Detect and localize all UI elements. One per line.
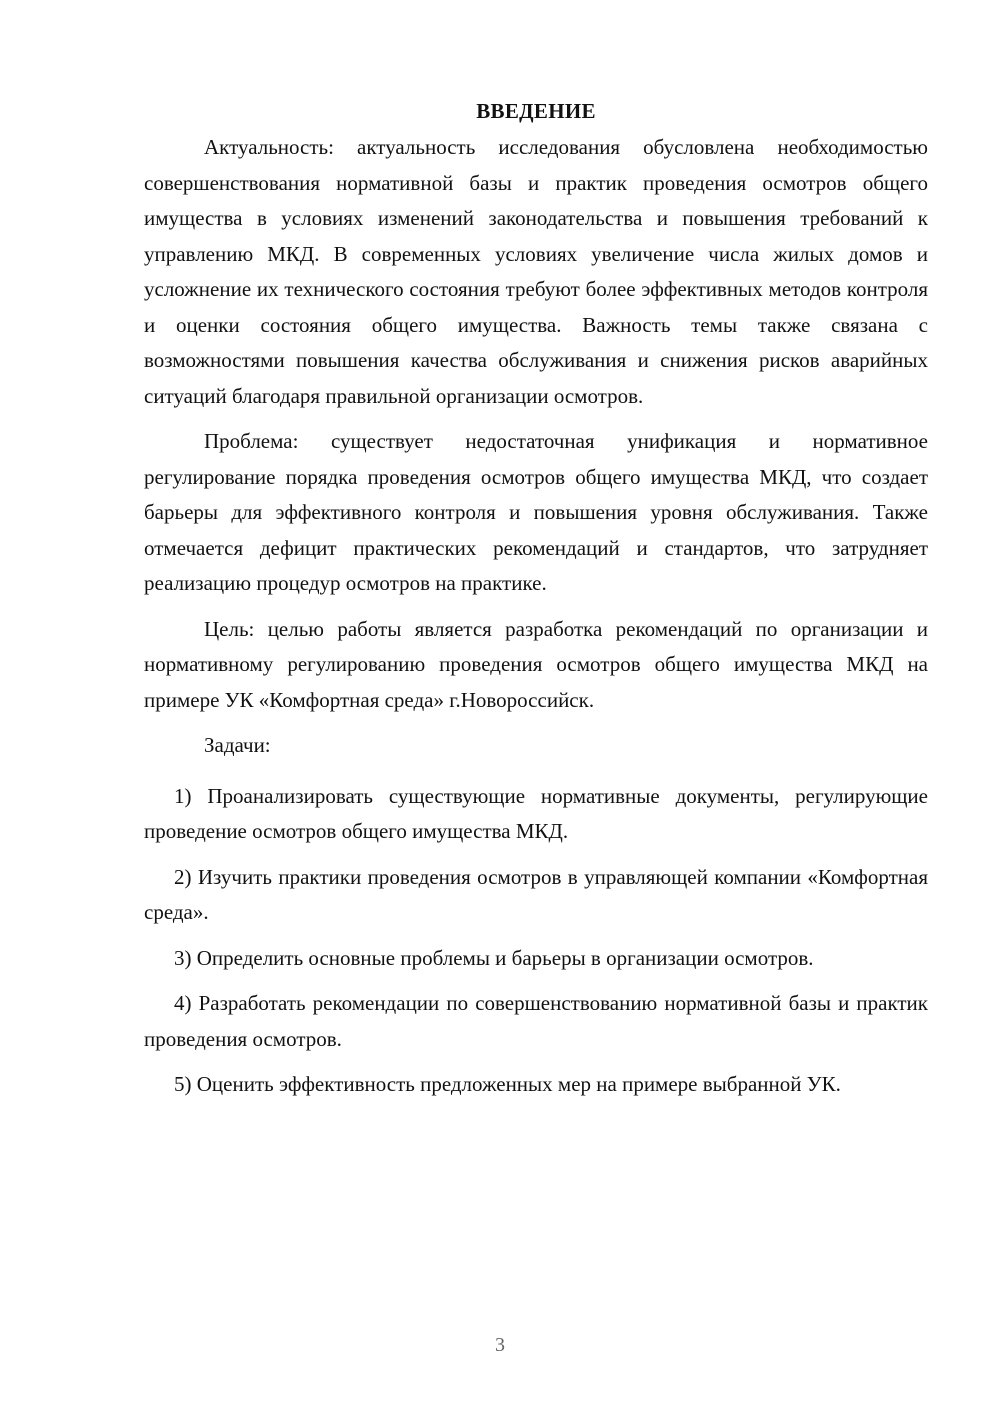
task-item-2: 2) Изучить практики проведения осмотров в управляющей компании «Комфортная среда». <box>144 864 928 924</box>
page-number: 3 <box>495 1334 505 1356</box>
tasks-label: Задачи: <box>204 733 271 757</box>
task-item-3: 3) Определить основные проблемы и барьеры в организации осмотров. <box>174 945 814 970</box>
paragraph-problem: Проблема: существует недостаточная унификация и нормативное регулирование порядка проведения осмотров общего имущества МКД, что создает барьеры для эффективного контроля и повышения уровня обслуживания. Также отмечается дефицит практических рекомендаций и стандартов, что затрудняет реализацию процедур осмотров на практике. <box>144 429 928 595</box>
task-item-4: 4) Разработать рекомендации по совершенствованию нормативной базы и практик проведения осмотров. <box>144 991 928 1051</box>
task-item-1: 1) Проанализировать существующие нормативные документы, регулирующие проведение осмотров общего имущества МКД. <box>144 783 928 843</box>
task-item-5: 5) Оценить эффективность предложенных мер на примере выбранной УК. <box>174 1072 841 1096</box>
document-page <box>144 96 928 1113</box>
paragraph-relevance: Актуальность: актуальность исследования обусловлена необходимостью совершенствования нормативной базы и практик проведения осмотров общего имущества в условиях изменений законодательства и повышения требований к управлению МКД. В современных условиях увеличение числа жилых домов и усложнение их технического состояния требуют более эффективных методов контроля и оценки состояния общего имущества. Важность темы также связана с возможностями повышения качества обслуживания и снижения рисков аварийных ситуаций благодаря правильной организации осмотров. <box>144 135 928 408</box>
page-title: ВВЕДЕНИЕ <box>476 99 596 123</box>
paragraph-goal: Цель: целью работы является разработка рекомендаций по организации и нормативному регулированию проведения осмотров общего имущества МКД на примере УК «Комфортная среда» г.Новороссийск. <box>144 616 928 712</box>
